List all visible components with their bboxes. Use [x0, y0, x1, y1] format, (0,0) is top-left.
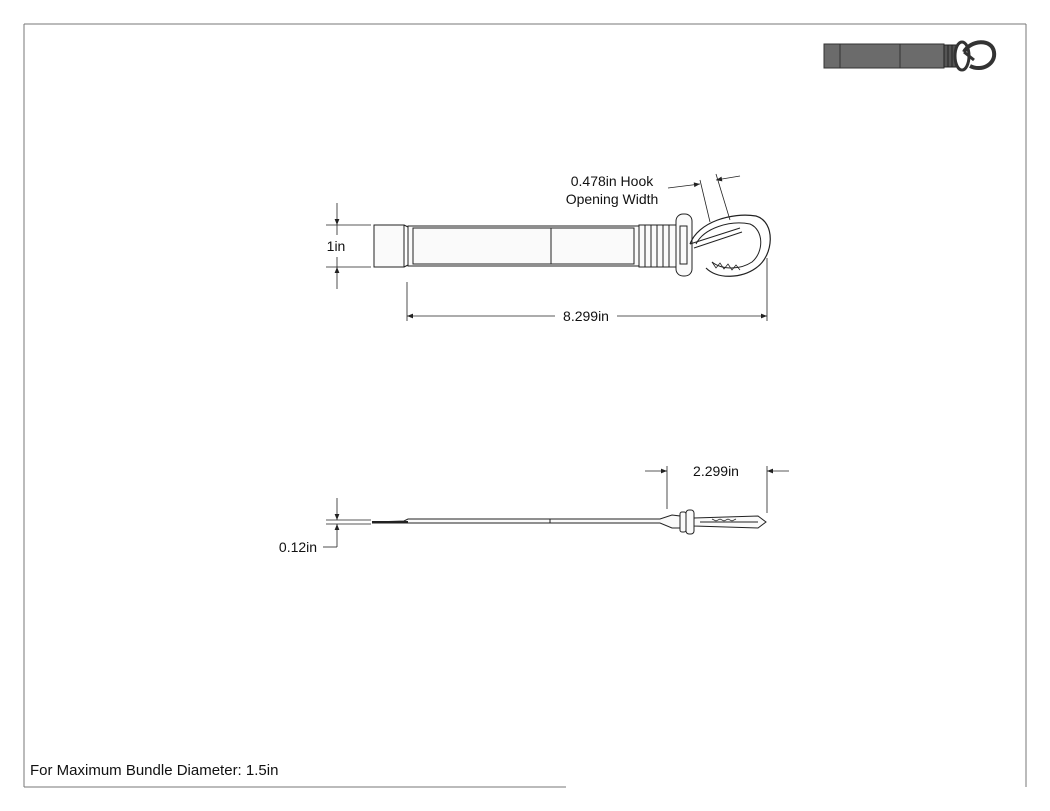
isometric-thumbnail: [824, 42, 994, 70]
side-view: [372, 510, 766, 534]
thickness-label: 0.12in: [278, 539, 318, 555]
hook-length-label: 2.299in: [693, 463, 739, 479]
sheet-border: [24, 24, 1026, 787]
hook-opening-label-line1: 0.478in Hook: [570, 173, 654, 189]
top-view: [374, 214, 770, 276]
hook-opening-label-line2: Opening Width: [565, 191, 659, 207]
overall-length-label: 8.299in: [563, 308, 609, 324]
bundle-diameter-note: For Maximum Bundle Diameter: 1.5in: [30, 762, 279, 779]
height-label: 1in: [326, 238, 346, 254]
